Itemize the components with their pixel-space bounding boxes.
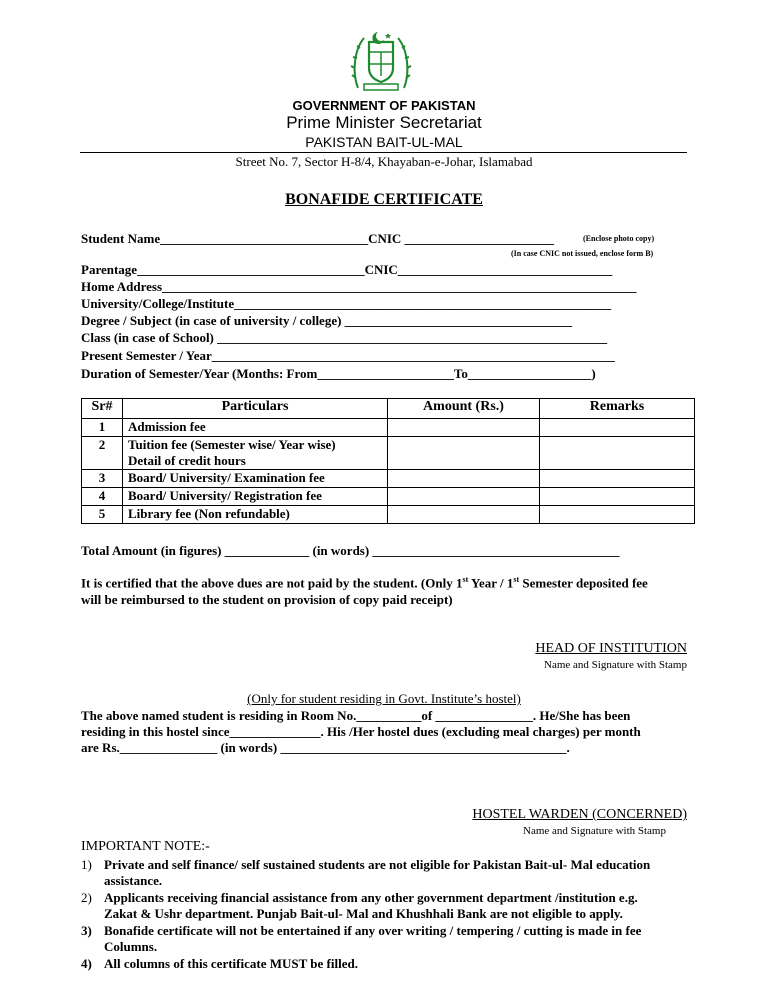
degree-field[interactable]: Degree / Subject (in case of university / college) ___________________________________ bbox=[81, 313, 573, 328]
row-particular: Board/ University/ Examination fee bbox=[123, 470, 388, 488]
note-number: 2) bbox=[81, 890, 92, 905]
total-amount-field[interactable]: Total Amount (in figures) _____________ (in words) ______________________________________ bbox=[81, 543, 620, 558]
note-number: 4) bbox=[81, 956, 92, 971]
remarks-cell[interactable] bbox=[540, 419, 695, 437]
note-text: Private and self finance/ self sustained students are not eligible for Pakistan Bait-ul- Mal education bbox=[104, 857, 651, 872]
row-particular bbox=[123, 437, 388, 470]
student-name-field[interactable]: Student Name________________________________CNIC _______________________ bbox=[81, 231, 555, 246]
state-emblem-icon bbox=[350, 28, 412, 94]
duration-field[interactable]: Duration of Semester/Year (Months: From_____________________To___________________) bbox=[81, 366, 596, 381]
office-address: Street No. 7, Sector H-8/4, Khayaban-e-Johar, Islamabad bbox=[235, 154, 533, 169]
home-address-field[interactable]: Home Address_________________________________________________________________________ bbox=[81, 279, 637, 294]
column-header: Particulars bbox=[123, 399, 388, 419]
hostel-heading: (Only for student residing in Govt. Institute’s hostel) bbox=[247, 691, 521, 706]
amount-cell[interactable] bbox=[388, 470, 540, 488]
government-heading: GOVERNMENT OF PAKISTAN bbox=[292, 98, 476, 113]
row-number: 1 bbox=[82, 419, 123, 437]
note-text: All columns of this certificate MUST be filled. bbox=[104, 956, 358, 971]
photo-copy-note: (Enclose photo copy) bbox=[583, 234, 655, 243]
certify-text-c: Semester deposited fee bbox=[519, 575, 648, 591]
remarks-cell[interactable] bbox=[540, 437, 695, 470]
hostel-line-1[interactable]: The above named student is residing in Room No.__________of _______________. He/She has been bbox=[81, 708, 631, 723]
note-text-cont: Zakat & Ushr department. Punjab Bait-ul- Mal and Khushhali Bank are not eligible to apply. bbox=[104, 906, 623, 921]
certify-text-b: Year / 1 bbox=[468, 575, 514, 591]
table-header-row bbox=[82, 399, 695, 419]
note-number: 1) bbox=[81, 857, 92, 872]
row-particular: Admission fee bbox=[123, 419, 388, 437]
warden-signature-note: Name and Signature with Stamp bbox=[523, 825, 666, 837]
remarks-cell[interactable] bbox=[540, 470, 695, 488]
hostel-line-2[interactable]: residing in this hostel since______________. His /Her hostel dues (excluding meal charges) per month bbox=[81, 724, 641, 739]
note-text-cont: Columns. bbox=[104, 939, 158, 954]
remarks-cell[interactable] bbox=[540, 506, 695, 524]
table-row bbox=[82, 419, 695, 437]
institute-field[interactable]: University/College/Institute__________________________________________________________ bbox=[81, 296, 612, 311]
head-signature-note: Name and Signature with Stamp bbox=[544, 659, 687, 671]
row-number: 4 bbox=[82, 488, 123, 506]
row-particular: Library fee (Non refundable) bbox=[123, 506, 388, 524]
hostel-warden-title: HOSTEL WARDEN (CONCERNED) bbox=[472, 807, 687, 822]
amount-cell[interactable] bbox=[388, 419, 540, 437]
table-row bbox=[82, 437, 695, 470]
table-row bbox=[82, 506, 695, 524]
hostel-line-3[interactable]: are Rs._______________ (in words) ____________________________________________. bbox=[81, 740, 570, 755]
header-divider bbox=[80, 152, 687, 153]
superscript: st bbox=[462, 575, 469, 584]
note-number: 3) bbox=[81, 923, 92, 938]
note-text: Applicants receiving financial assistance from any other government department /institution e.g. bbox=[104, 890, 638, 905]
cnic-note: (In case CNIC not issued, enclose form B) bbox=[511, 249, 654, 258]
remarks-cell[interactable] bbox=[540, 488, 695, 506]
amount-cell[interactable] bbox=[388, 506, 540, 524]
row-particular-main: Tuition fee (Semester wise/ Year wise) bbox=[128, 437, 336, 452]
head-of-institution-title: HEAD OF INSTITUTION bbox=[535, 641, 687, 656]
certify-line-1 bbox=[81, 575, 648, 591]
important-note-heading: IMPORTANT NOTE:- bbox=[81, 839, 210, 854]
row-number: 3 bbox=[82, 470, 123, 488]
column-header: Sr# bbox=[82, 399, 123, 419]
amount-cell[interactable] bbox=[388, 488, 540, 506]
certify-line-2: will be reimbursed to the student on provision of copy paid receipt) bbox=[81, 592, 453, 607]
row-number: 5 bbox=[82, 506, 123, 524]
note-text: Bonafide certificate will not be entertained if any over writing / tempering / cutting is made in fee bbox=[104, 923, 642, 938]
column-header: Amount (Rs.) bbox=[388, 399, 540, 419]
amount-cell[interactable] bbox=[388, 437, 540, 470]
organization-heading: PAKISTAN BAIT-UL-MAL bbox=[305, 134, 463, 150]
row-particular: Board/ University/ Registration fee bbox=[123, 488, 388, 506]
secretariat-heading: Prime Minister Secretariat bbox=[286, 113, 482, 132]
superscript: st bbox=[513, 575, 520, 584]
class-field[interactable]: Class (in case of School) ____________________________________________________________ bbox=[81, 330, 608, 345]
row-number: 2 bbox=[82, 437, 123, 470]
row-particular-sub: Detail of credit hours bbox=[128, 453, 246, 468]
table-row bbox=[82, 488, 695, 506]
parentage-field[interactable]: Parentage___________________________________CNIC_________________________________ bbox=[81, 262, 613, 277]
certify-text-a: It is certified that the above dues are not paid by the student. (Only 1 bbox=[81, 575, 463, 591]
table-row bbox=[82, 470, 695, 488]
semester-field[interactable]: Present Semester / Year______________________________________________________________ bbox=[81, 348, 615, 363]
page-title: BONAFIDE CERTIFICATE bbox=[285, 191, 483, 208]
fee-table bbox=[81, 398, 695, 524]
column-header: Remarks bbox=[540, 399, 695, 419]
note-text-cont: assistance. bbox=[104, 873, 163, 888]
